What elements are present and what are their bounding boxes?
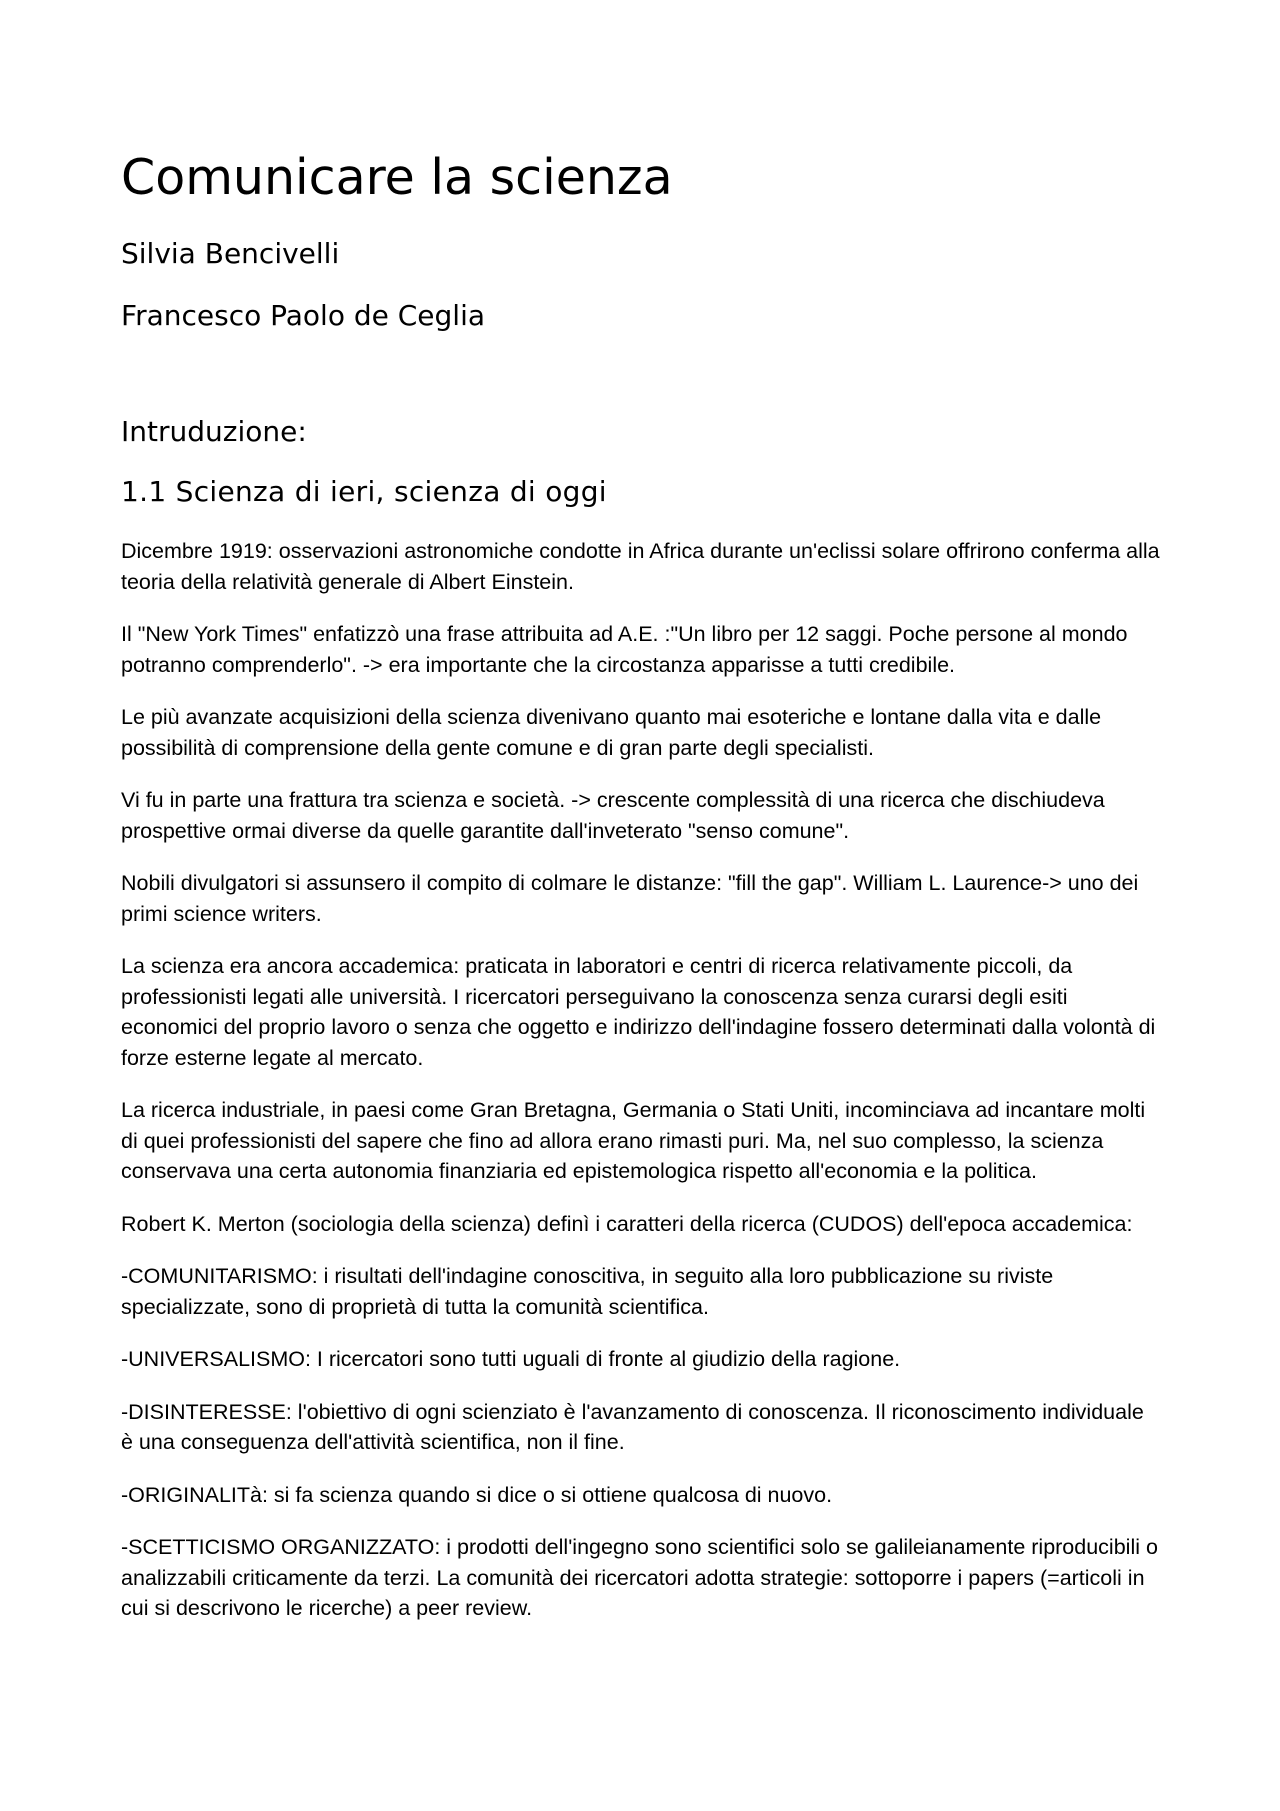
list-item-comunitarismo: -COMUNITARISMO: i risultati dell'indagine conoscitiva, in seguito alla loro pubblicazione su riviste specializzate, sono di proprietà di tutta la comunità scientifica. <box>121 1264 1054 1319</box>
intro-heading: Intruduzione: <box>121 415 307 448</box>
list-item-disinteresse: -DISINTERESSE: l'obiettivo di ogni scienziato è l'avanzamento di conoscenza. Il riconoscimento individuale è una conseguenza dell'attività scientifica, non il fine. <box>121 1399 1144 1454</box>
section-heading: 1.1 Scienza di ieri, scienza di oggi <box>121 475 607 508</box>
paragraph: Nobili divulgatori si assunsero il compito di colmare le distanze: "fill the gap". William L. Laurence-> uno dei primi science writers. <box>121 871 1139 926</box>
paragraph: Il "New York Times" enfatizzò una frase attribuita ad A.E. :"Un libro per 12 saggi. Poche persone al mondo potranno comprenderlo". -> era importante che la circostanza apparisse a tutti credibile. <box>121 622 1128 677</box>
paragraph: Le più avanzate acquisizioni della scienza divenivano quanto mai esoteriche e lontane dalla vita e dalle possibilità di comprensione della gente comune e di gran parte degli specialisti. <box>121 705 1102 760</box>
paragraph: La ricerca industriale, in paesi come Gran Bretagna, Germania o Stati Uniti, incominciava ad incantare molti di quei professionisti del sapere che fino ad allora erano rimasti puri. Ma, nel suo complesso, la scienza conservava una certa autonomia finanziaria ed epistemologica rispetto all'economia e la politica. <box>121 1098 1146 1183</box>
document-title: Comunicare la scienza <box>121 149 673 206</box>
author-name: Francesco Paolo de Ceglia <box>121 299 486 332</box>
list-item-scetticismo: -SCETTICISMO ORGANIZZATO: i prodotti dell'ingegno sono scientifici solo se galileianamente riproducibili o analizzabili criticamente da terzi. La comunità dei ricercatori adotta strategie: sottoporre i papers (=articoli in cui si descrivono le ricerche) a peer review. <box>121 1535 1158 1620</box>
paragraph: Dicembre 1919: osservazioni astronomiche condotte in Africa durante un'eclissi solare offrirono conferma alla teoria della relatività generale di Albert Einstein. <box>121 539 1160 594</box>
paragraph: Vi fu in parte una frattura tra scienza e società. -> crescente complessità di una ricerca che dischiudeva prospettive ormai diverse da quelle garantite dall'inveterato "senso comune". <box>121 788 1105 843</box>
list-item-originalita: -ORIGINALITà: si fa scienza quando si dice o si ottiene qualcosa di nuovo. <box>121 1482 833 1507</box>
author-name: Silvia Bencivelli <box>121 237 340 270</box>
paragraph: Robert K. Merton (sociologia della scienza) definì i caratteri della ricerca (CUDOS) dell'epoca accademica: <box>121 1211 1133 1236</box>
paragraph: La scienza era ancora accademica: praticata in laboratori e centri di ricerca relativamente piccoli, da professionisti legati alle università. I ricercatori perseguivano la conoscenza senza curarsi degli esiti economici del proprio lavoro o senza che oggetto e indirizzo dell'indagine fossero determinati dalla volontà di forze esterne legate al mercato. <box>121 954 1156 1070</box>
list-item-universalismo: -UNIVERSALISMO: I ricercatori sono tutti uguali di fronte al giudizio della ragione. <box>121 1347 901 1371</box>
body-text <box>121 536 1161 1646</box>
